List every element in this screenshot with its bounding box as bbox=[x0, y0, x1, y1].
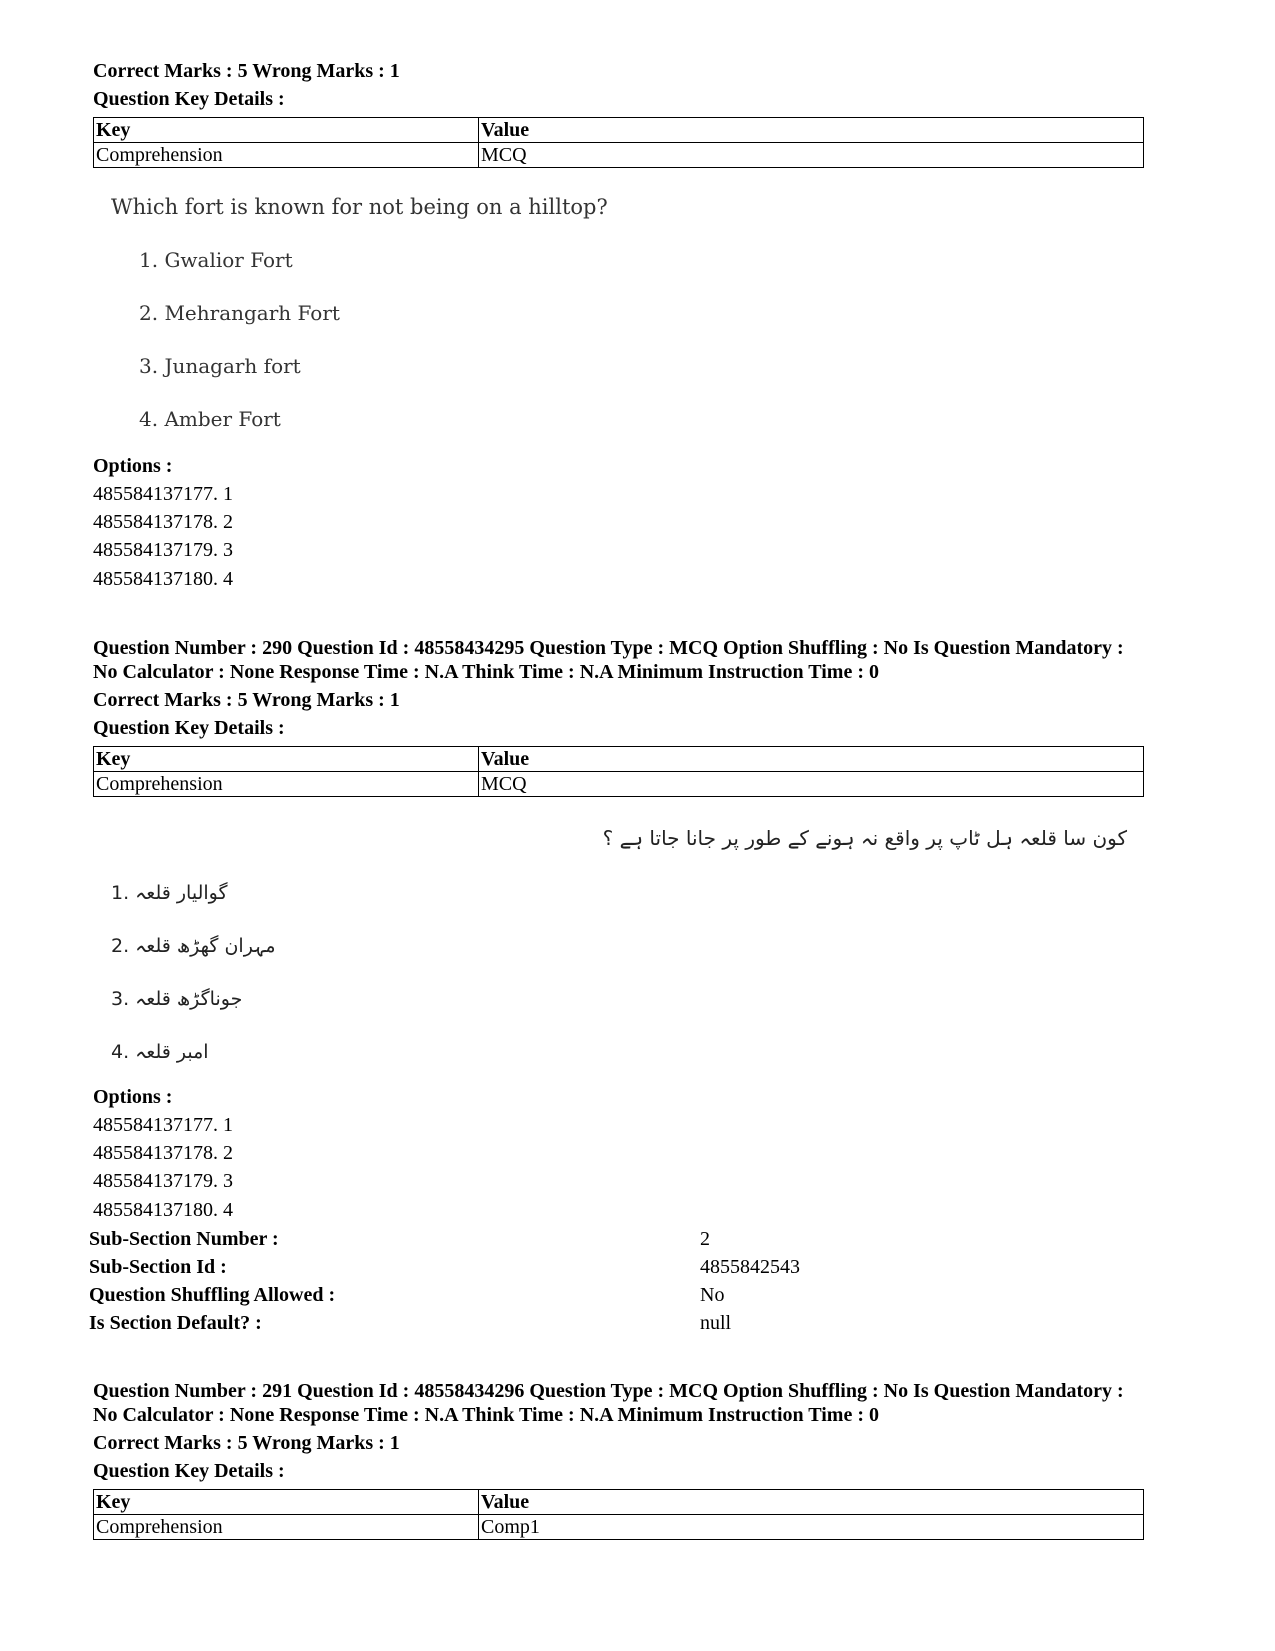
subsection-label: Sub-Section Number : bbox=[89, 1228, 279, 1250]
subsection-label: Sub-Section Id : bbox=[89, 1256, 227, 1278]
key-value-table bbox=[93, 746, 1144, 797]
table-cell-key: Comprehension bbox=[94, 1515, 479, 1540]
table-cell-value: Comp1 bbox=[479, 1515, 1144, 1540]
option-item: 485584137179. 3 bbox=[93, 539, 233, 561]
table-head-value: Value bbox=[479, 118, 1144, 143]
key-details-label: Question Key Details : bbox=[93, 717, 285, 739]
option-item: 485584137177. 1 bbox=[93, 1114, 233, 1136]
question-choice: 4. Amber Fort bbox=[139, 407, 281, 431]
option-item: 485584137178. 2 bbox=[93, 1142, 233, 1164]
question-choice: 3. Junagarh fort bbox=[139, 354, 301, 378]
subsection-value: 2 bbox=[700, 1228, 710, 1250]
question-choice: 2. Mehrangarh Fort bbox=[139, 301, 340, 325]
table-cell-key: Comprehension bbox=[94, 772, 479, 797]
option-item: 485584137180. 4 bbox=[93, 1199, 233, 1221]
marks-line: Correct Marks : 5 Wrong Marks : 1 bbox=[93, 1432, 400, 1454]
question-text-urdu: کون سا قلعہ ہل ٹاپ پر واقع نہ ہونے کے طور پر جانا جاتا ہے ؟ bbox=[602, 826, 1127, 850]
subsection-value: null bbox=[700, 1312, 732, 1334]
option-item: 485584137178. 2 bbox=[93, 511, 233, 533]
question-text: Which fort is known for not being on a hilltop? bbox=[111, 195, 608, 219]
options-label: Options : bbox=[93, 1086, 173, 1108]
question-choice-urdu: گوالیار قلعہ .1 bbox=[111, 882, 228, 904]
question-choice-urdu: مہران گھڑھ قلعہ .2 bbox=[111, 935, 276, 957]
key-details-label: Question Key Details : bbox=[93, 1460, 285, 1482]
subsection-label: Is Section Default? : bbox=[89, 1312, 262, 1334]
question-header-line: Question Number : 290 Question Id : 48558434295 Question Type : MCQ Option Shuffling : No Is Question Mandatory : bbox=[93, 637, 1124, 659]
marks-line: Correct Marks : 5 Wrong Marks : 1 bbox=[93, 60, 400, 82]
subsection-label: Question Shuffling Allowed : bbox=[89, 1284, 336, 1306]
key-details-label: Question Key Details : bbox=[93, 88, 285, 110]
option-item: 485584137177. 1 bbox=[93, 483, 233, 505]
table-head-key: Key bbox=[94, 747, 479, 772]
subsection-value: 4855842543 bbox=[700, 1256, 800, 1278]
table-cell-value: MCQ bbox=[479, 143, 1144, 168]
subsection-value: No bbox=[700, 1284, 725, 1306]
table-head-value: Value bbox=[479, 1490, 1144, 1515]
table-head-value: Value bbox=[479, 747, 1144, 772]
key-value-table bbox=[93, 117, 1144, 168]
table-cell-value: MCQ bbox=[479, 772, 1144, 797]
table-cell-key: Comprehension bbox=[94, 143, 479, 168]
option-item: 485584137179. 3 bbox=[93, 1170, 233, 1192]
question-choice-urdu: امبر قلعہ .4 bbox=[111, 1041, 209, 1063]
question-header-line: Question Number : 291 Question Id : 48558434296 Question Type : MCQ Option Shuffling : No Is Question Mandatory : bbox=[93, 1380, 1124, 1402]
question-choice-urdu: جوناگڑھ قلعہ .3 bbox=[111, 988, 243, 1010]
question-choice: 1. Gwalior Fort bbox=[139, 248, 293, 272]
option-item: 485584137180. 4 bbox=[93, 568, 233, 590]
options-label: Options : bbox=[93, 455, 173, 477]
question-header-line: No Calculator : None Response Time : N.A Think Time : N.A Minimum Instruction Time : 0 bbox=[93, 1404, 879, 1426]
marks-line: Correct Marks : 5 Wrong Marks : 1 bbox=[93, 689, 400, 711]
key-value-table bbox=[93, 1489, 1144, 1540]
table-head-key: Key bbox=[94, 118, 479, 143]
table-head-key: Key bbox=[94, 1490, 479, 1515]
question-header-line: No Calculator : None Response Time : N.A Think Time : N.A Minimum Instruction Time : 0 bbox=[93, 661, 879, 683]
